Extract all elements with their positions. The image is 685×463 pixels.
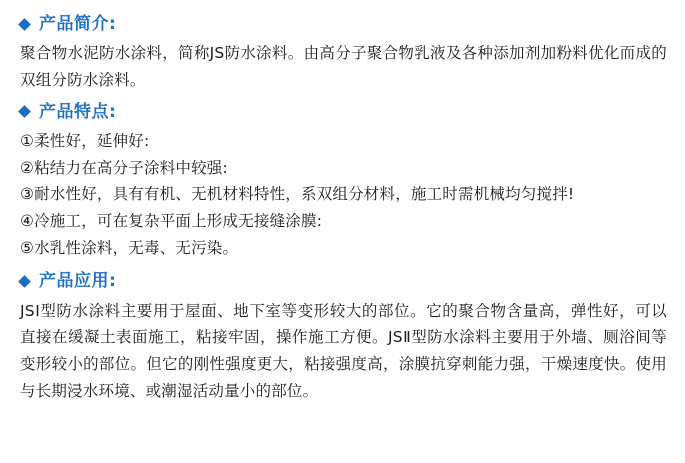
section-title-applications: 产品应用: — [39, 271, 117, 292]
feature-list — [18, 128, 667, 261]
diamond-bullet-icon — [18, 275, 31, 288]
list-item: ③耐水性好，具有有机、无机材料特性，系双组分材料，施工时需机械均匀搅拌! — [20, 185, 575, 204]
section-product-features — [18, 102, 667, 262]
list-item: ⑤水乳性涂料，无毒、无污染。 — [20, 238, 239, 257]
section-heading — [18, 271, 667, 291]
section-product-intro — [18, 14, 667, 94]
list-item: ④冷施工，可在复杂平面上形成无接缝涂膜: — [20, 212, 323, 231]
applications-paragraph: JSⅠ型防水涂料主要用于屋面、地下室等变形较大的部位。它的聚合物含量高，弹性好，可以直接在缓凝土表面施工，粘接牢固，操作施工方便。JSⅡ型防水涂料主要用于外墙、厕浴间等变形较小的部位。但它的刚性强度更大，粘接强度高，涂膜抗穿刺能力强，干燥速度快。使用与长期浸水环境、或潮湿活动量小的部位。 — [20, 301, 667, 400]
diamond-bullet-icon — [18, 18, 31, 31]
list-item: ②粘结力在高分子涂料中较强: — [20, 158, 228, 177]
intro-paragraph: 聚合物水泥防水涂料，简称JS防水涂料。由高分子聚合物乳液及各种添加剂加粉料优化而成的双组分防水涂料。 — [20, 44, 667, 90]
diamond-bullet-icon — [18, 106, 31, 119]
section-heading — [18, 14, 667, 34]
section-product-applications — [18, 271, 667, 404]
section-title-intro: 产品简介: — [39, 14, 117, 34]
section-heading — [18, 102, 667, 122]
list-item: ①柔性好，延伸好: — [20, 132, 150, 151]
section-title-features: 产品特点: — [39, 101, 117, 122]
